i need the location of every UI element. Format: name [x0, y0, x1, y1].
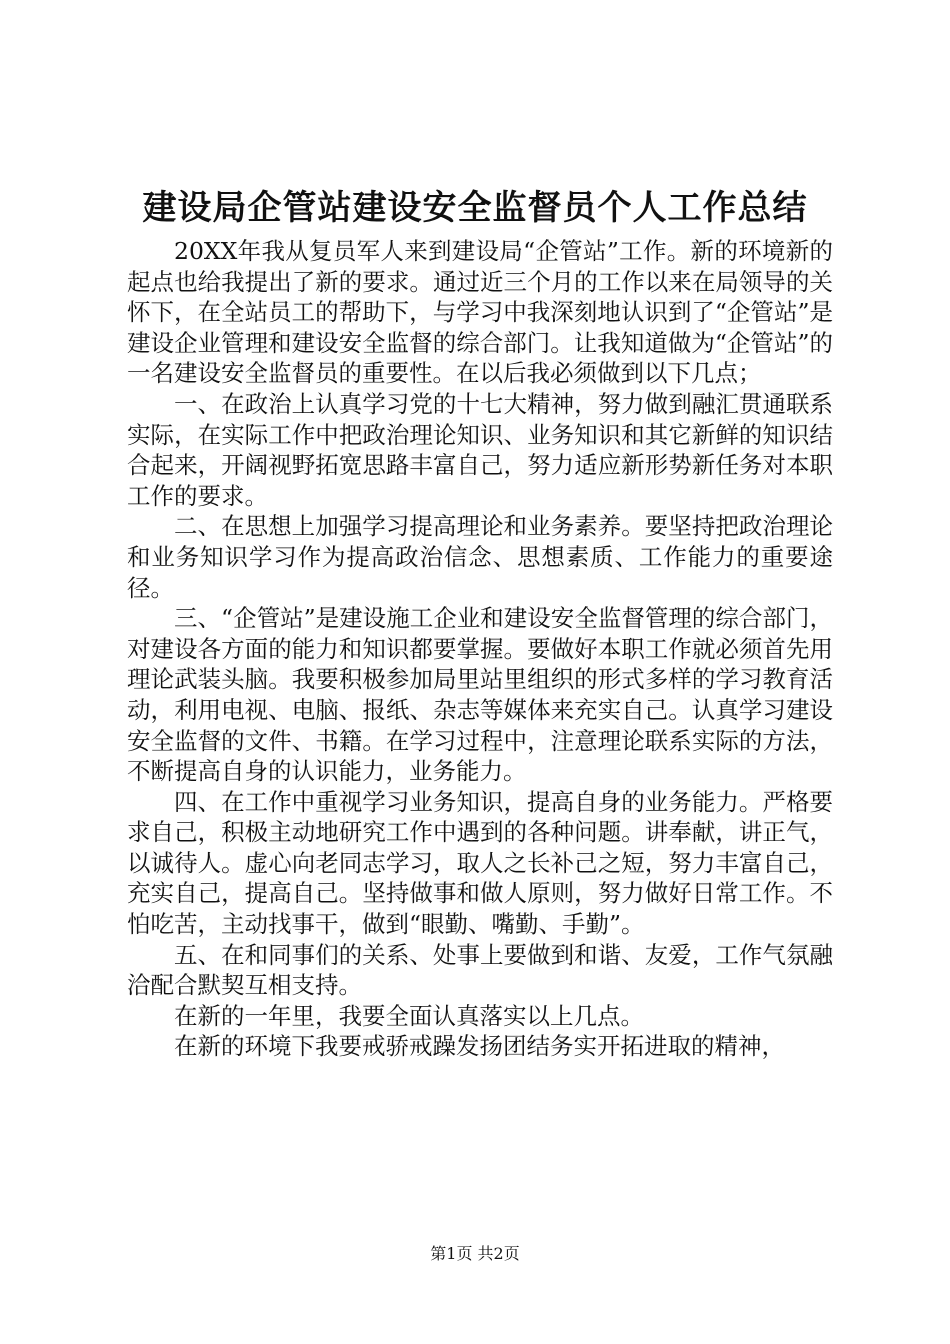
paragraph-point-3: 三、“企管站”是建设施工企业和建设安全监督管理的综合部门，对建设各方面的能力和知识都要掌握。要做好本职工作就必须首先用理论武装头脑。我要积极参加局里站里组织的形式多样的学习教育活动，利用电视、电脑、报纸、杂志等媒体来充实自己。认真学习建设安全监督的文件、书籍。在学习过程中，注意理论联系实际的方法，不断提高自身的认识能力，业务能力。	[127, 604, 833, 786]
paragraph-closing: 在新的环境下我要戒骄戒躁发扬团结务实开拓进取的精神，	[174, 1032, 785, 1061]
paragraph-point-5: 五、在和同事们的关系、处事上要做到和谐、友爱，工作气氛融洽配合默契互相支持。	[127, 940, 833, 1000]
document-body	[127, 236, 833, 1062]
paragraph-point-4: 四、在工作中重视学习业务知识，提高自身的业务能力。严格要求自己，积极主动地研究工作中遇到的各种问题。讲奉献，讲正气，以诚待人。虚心向老同志学习，取人之长补己之短，努力丰富自己，充实自己，提高自己。坚持做事和做人原则，努力做好日常工作。不怕吃苦，主动找事干，做到“眼勤、嘴勤、手勤”。	[127, 787, 833, 939]
paragraph-point-2: 二、在思想上加强学习提高理论和业务素养。要坚持把政治理论和业务知识学习作为提高政治信念、思想素质、工作能力的重要途径。	[127, 512, 833, 602]
paragraph-intro: 20XX年我从复员军人来到建设局“企管站”工作。新的环境新的起点也给我提出了新的要求。通过近三个月的工作以来在局领导的关怀下，在全站员工的帮助下，与学习中我深刻地认识到了“企管站”是建设企业管理和建设安全监督的综合部门。让我知道做为“企管站”的一名建设安全监督员的重要性。在以后我必须做到以下几点；	[127, 237, 833, 388]
paragraph-point-1: 一、在政治上认真学习党的十七大精神，努力做到融汇贯通联系实际，在实际工作中把政治理论知识、业务知识和其它新鲜的知识结合起来，开阔视野拓宽思路丰富自己，努力适应新形势新任务对本职工作的要求。	[127, 389, 833, 510]
page-number-footer: 第1页 共2页	[430, 1244, 520, 1263]
document-title: 建设局企管站建设安全监督员个人工作总结	[142, 188, 808, 228]
paragraph-new-year: 在新的一年里，我要全面认真落实以上几点。	[174, 1001, 644, 1030]
